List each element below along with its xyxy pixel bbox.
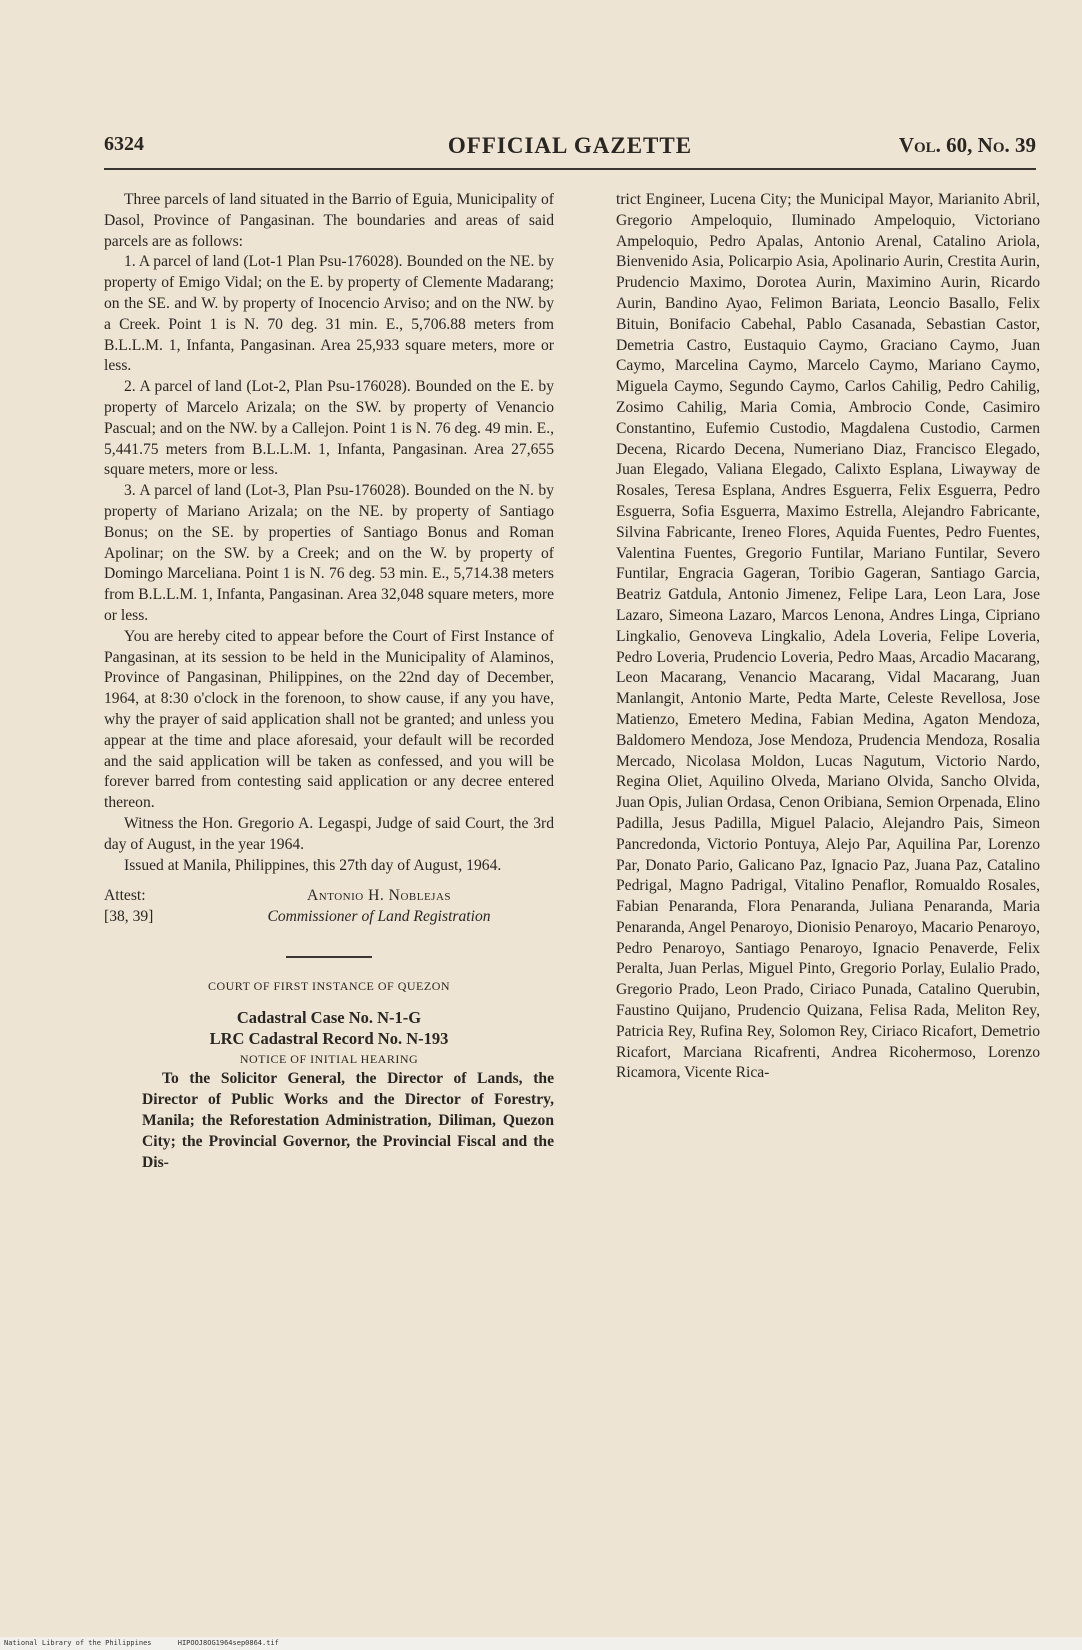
- paragraph: 3. A parcel of land (Lot-3, Plan Psu-176028). Bounded on the N. by property of Mariano Arizala; on the NE. by property of Santiago Bonus; on the SE. by properties of Santiago Bonus and Roman Apolinar; on the SW. by a Creek; and on the W. by property of Domingo Marceliana. Point 1 is N. 76 deg. 53 min. E., 5,714.38 meters from B.L.L.M. 1, Infanta, Pangasinan. Area 32,048 square meters, more or less.: [104, 482, 554, 624]
- paragraph: Three parcels of land situated in the Barrio of Eguia, Municipality of Dasol, Province of Pangasinan. The boundaries and areas of said parcels are as follows:: [104, 191, 554, 250]
- attest-block: [104, 886, 554, 907]
- paragraph: You are hereby cited to appear before the Court of First Instance of Pangasinan, at its session to be held in the Municipality of Alaminos, Province of Pangasinan, Philippines, on the 22nd day of December, 1964, at 8:30 o'clock in the forenoon, to show cause, if any you have, why the prayer of said application shall not be granted; and unless you appear at the time and place aforesaid, your default will be recorded and the said application will be taken as confessed, and you will be forever barred from contesting said application or any decree entered thereon.: [104, 627, 554, 812]
- page-number: 6324: [104, 133, 144, 155]
- paragraph: Witness the Hon. Gregorio A. Legaspi, Judge of said Court, the 3rd day of August, in the year 1964.: [104, 814, 554, 853]
- right-column: [616, 190, 1040, 1084]
- signatory-name: Antonio H. Noblejas: [307, 887, 451, 905]
- left-column: [104, 190, 554, 1173]
- record-number: LRC Cadastral Record No. N-193: [209, 1028, 449, 1048]
- scan-footer: [0, 1637, 1082, 1650]
- court-heading: COURT OF FIRST INSTANCE OF QUEZON: [207, 978, 451, 993]
- case-number: Cadastral Case No. N-1-G: [236, 1007, 422, 1027]
- volume-number: Vol. 60, No. 39: [898, 133, 1036, 157]
- paragraph: 1. A parcel of land (Lot-1 Plan Psu-176028). Bounded on the NE. by property of Emigo Vidal; on the E. by property of Clemente Madarang; on the SE. and W. by property of Inocencio Arviso; and on the NW. by a Creek. Point 1 is N. 70 deg. 31 min. E., 5,706.88 meters from B.L.L.M. 1, Infanta, Pangasinan. Area 25,933 square meters, more or less.: [104, 253, 554, 375]
- header-rule: [104, 168, 1036, 170]
- library-credit: National Library of the Philippines: [4, 1639, 152, 1647]
- notice-addressees: To the Solicitor General, the Director of Lands, the Director of Public Works and the Director of Forestry, Manila; the Reforestation Administration, Diliman, Quezon City; the Provincial Governor, the Provincial Fiscal and the Dis-: [142, 1070, 554, 1171]
- paragraph: 2. A parcel of land (Lot-2, Plan Psu-176028). Bounded on the E. by property of Marcelo Arizala; on the SW. by property of Venancio Pascual; and on the NW. by a Callejon. Point 1 is N. 76 deg. 49 min. E., 5,441.75 meters from B.L.L.M. 1, Infanta, Pangasinan. Area 27,655 square meters, more or less.: [104, 378, 554, 479]
- attest-label: Attest:: [104, 887, 146, 905]
- attest-block-2: [104, 907, 554, 928]
- issue-reference: [38, 39]: [104, 908, 154, 926]
- signatory-title: Commissioner of Land Registration: [267, 908, 491, 926]
- file-identifier: HIPOOJ8OG1964sep0864.tif: [177, 1639, 279, 1647]
- notice-heading: NOTICE OF INITIAL HEARING: [239, 1051, 419, 1066]
- section-divider: [286, 956, 372, 958]
- page-header: [104, 133, 1036, 167]
- addressee-list: trict Engineer, Lucena City; the Municipal Mayor, Marianito Abril, Gregorio Ampeloquio, Iluminado Ampeloquio, Victoriano Ampeloquio, Pedro Apalas, Antonio Arenal, Catalino Ariola, Bienvenido Asia, Policarpio Asia, Apolinario Aurin, Crestita Aurin, Prudencio Maximo, Dorotea Aurin, Maximino Aurin, Ricardo Aurin, Bandino Ayao, Felimon Bariata, Leoncio Basallo, Felix Bituin, Bonifacio Cabehal, Pablo Casanada, Sebastian Castor, Demetria Castro, Eustaquio Caymo, Graciano Caymo, Juan Caymo, Marcelina Caymo, Marcelo Caymo, Mariano Caymo, Miguela Caymo, Segundo Caymo, Carlos Cahilig, Pedro Cahilig, Zosimo Cahilig, Maria Comia, Ambrocio Conde, Casimiro Constantino, Eufemio Custodio, Magdalena Custodio, Carmen Decena, Ricardo Decena, Numeriano Diaz, Francisco Elegado, Juan Elegado, Valiana Elegado, Calixto Esplana, Liwayway de Rosales, Teresa Esplana, Andres Esguerra, Felix Esguerra, Pedro Esguerra, Sofia Esguerra, Maximo Estrella, Alejandro Fabricante, Silvina Fabricante, Ireneo Flores, Aquida Fuentes, Pedro Fuentes, Valentina Fuentes, Gregorio Funtilar, Mariano Funtilar, Severo Funtilar, Engracia Gageran, Toribio Gageran, Santiago Garcia, Beatriz Gatdula, Antonio Jimenez, Felipe Lara, Leon Lara, Jose Lazaro, Simeona Lazaro, Marcos Lenona, Andres Linga, Cipriano Lingkalio, Genoveva Lingkalio, Adela Loveria, Felipe Loveria, Pedro Loveria, Prudencio Loveria, Pedro Maas, Arcadio Macarang, Leon Macarang, Venancio Macarang, Vidal Macarang, Juan Manlangit, Antonio Marte, Pedta Marte, Celeste Revellosa, Jose Matienzo, Emetero Medina, Fabian Medina, Agaton Mendoza, Baldomero Mendoza, Jose Mendoza, Prudencia Mendoza, Rosalia Mercado, Nicolasa Moldon, Lucas Nagutum, Victorio Nardo, Regina Oliet, Aquilino Olveda, Mariano Olvida, Sancho Olvida, Juan Opis, Julian Ordasa, Cenon Oribiana, Semion Orpenada, Elino Padilla, Jesus Padilla, Miguel Palacio, Alejandro Pais, Simeon Pancredonda, Victorio Pontuya, Alejo Par, Aquilina Par, Lorenzo Par, Donato Pario, Galicano Paz, Ignacio Paz, Juana Paz, Catalino Pedrigal, Magno Padrigal, Vitalino Penaflor, Romualdo Rosales, Fabian Penaranda, Flora Penaranda, Juliana Penaranda, Maria Penaranda, Angel Penaroyo, Dionisio Penaroyo, Macario Penaroyo, Pedro Penaroyo, Santiago Penaroyo, Ignacio Penaverde, Felix Peralta, Juan Perlas, Miguel Pinto, Gregorio Porlay, Eulalio Prado, Gregorio Prado, Leon Prado, Ciriaco Punada, Catalino Querubin, Faustino Quijano, Prudencio Quizana, Felisa Rada, Meliton Rey, Patricia Rey, Rufina Rey, Solomon Rey, Ciriaco Ricafort, Demetrio Ricafort, Marciana Ricafrenti, Andrea Ricohermoso, Lorenzo Ricamora, Vicente Rica-: [616, 191, 1040, 1082]
- paragraph: Issued at Manila, Philippines, this 27th day of August, 1964.: [124, 856, 502, 874]
- publication-title: OFFICIAL GAZETTE: [447, 133, 693, 158]
